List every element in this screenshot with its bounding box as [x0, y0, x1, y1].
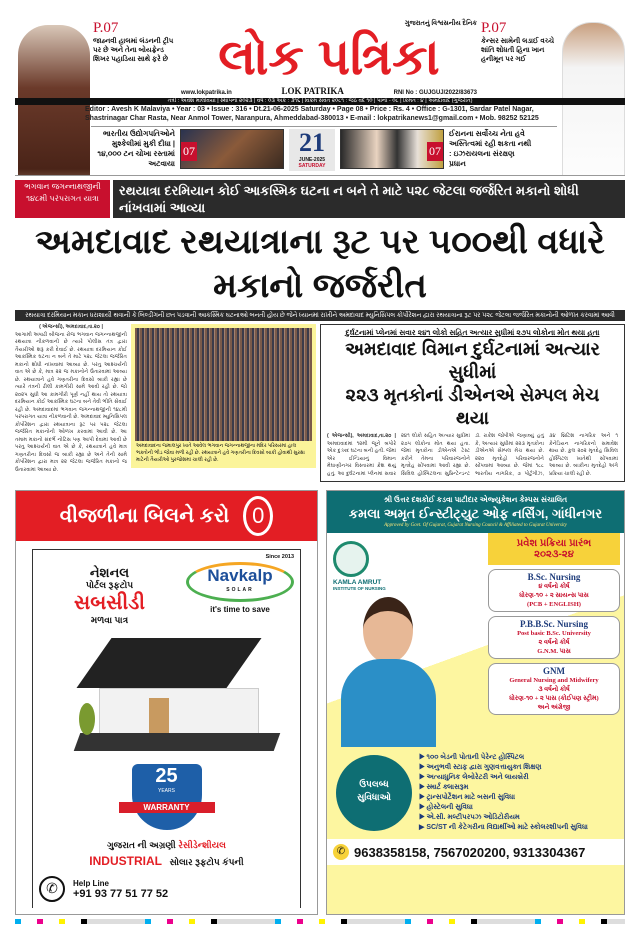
facility-item: ▶ હોસ્ટેલની સુવિધા: [419, 803, 618, 813]
solar-banner-text: વીજળીના બિલને કરો: [59, 504, 230, 527]
badge-line2: સુવિધાઓ: [357, 792, 391, 802]
tag1b: રેસીડેન્શીયલ: [178, 840, 226, 850]
facility-item: ▶ SC/ST ની કેટેગરીના વિદ્યાર્થીઓ માટે સ્કોલરશીપની સુવિધા: [419, 823, 618, 833]
nursing-right: [488, 533, 620, 747]
brand-name: Navkalp: [207, 566, 273, 585]
news-row: [15, 324, 625, 482]
course-card[interactable]: [488, 616, 620, 659]
tag2b: સોલાર રૂફટોપ કંપની: [169, 857, 244, 867]
admission-year: ૨૦૨૩-૨૪: [534, 549, 574, 560]
date-day: 21: [299, 128, 325, 157]
nursing-phones[interactable]: 9638358158, 7567020200, 9313304367: [354, 844, 586, 860]
course-line: General Nursing and Midwifery: [509, 677, 599, 684]
phone-strip: [327, 839, 624, 865]
admission-banner: [488, 533, 620, 565]
teaser-left-image[interactable]: [180, 129, 284, 169]
solar-ad[interactable]: [15, 490, 318, 915]
plane-headline-1[interactable]: અમદાવાદ વિમાન દુર્ઘટનામાં અત્યાર સુધીમાં: [345, 339, 600, 382]
warranty-badge: [119, 764, 215, 836]
english-name: LOK PATRIKA: [281, 86, 344, 96]
nursing-left: [333, 533, 484, 747]
rathyatra-crowd-photo[interactable]: [135, 328, 312, 441]
editor-info: [15, 105, 625, 123]
solar-house-image: [39, 633, 294, 758]
facilities-badge: [339, 758, 409, 828]
ads-row: [15, 490, 625, 915]
color-registration-bar: [15, 919, 625, 924]
course-title: GNM: [543, 666, 565, 676]
course-line: ધોરણ-૧૦ + ૨ સાયન્સ પાસ: [519, 592, 589, 599]
photo-caption: અમદાવાદના જમાલપુર ખાતે આવેલ ભગવાન જગન્નાથજીના મંદિર પરિસરમાં હાલ ભક્તોની ભીડ જોવા મળી રહી છે. રથયાત્રાને હવે ગણતરીના દિવસો બાકી હોવાથી સુરક્ષા માટેની તૈયારીઓ પુરજોશમાં ચાલી રહી છે.: [136, 443, 305, 463]
warranty-number: 25: [155, 765, 178, 787]
solar-frame: [32, 549, 301, 908]
lead-deck: રથયાત્રા દરમિયાન મકાન ધરાશાયી થવાની કે બિલ્ડીંગની છત પડવાની આકસ્મિક ઘટનાઓ બનતી હોય છે જેને ધ્યાનમાં રાખીને અમદાવાદ મ્યુનિસિપલ કોર્પોરેશન દ્વારા રથયાત્રાના રૂટ પર ૫૨૮ જેટલા જર્જરિત મકાનોની ઓળખ કરવામાં આવી: [15, 310, 625, 321]
helpline-label: Help Line: [73, 878, 110, 888]
course-line: ૪ વર્ષનો કોર્ષ: [538, 583, 570, 590]
nursing-header: [327, 491, 624, 533]
plane-story: [320, 324, 625, 482]
solar-banner: [16, 491, 317, 541]
promo-left[interactable]: [93, 20, 177, 64]
teaser-left-page: 07: [181, 142, 197, 161]
course-line: Post basic B.Sc. University: [517, 630, 591, 637]
since-label: Since 2013: [265, 554, 294, 560]
date-box: [289, 129, 335, 171]
logo-name: KAMLA AMRUT: [333, 579, 382, 586]
slogan: it's time to save: [210, 605, 270, 614]
lead-kicker-row: [15, 180, 625, 218]
tag2a: INDUSTRIAL: [89, 854, 162, 868]
lead-label-line1: ભગવાન જગન્નાથજીની: [24, 182, 101, 191]
editor-line-1: Editor : Avesh K Malaviya • Year : 03 • Issue : 316 • Dt.21-06-2025 Saturday • Page 08 • Price : Rs. 4 • Office : G-1301, Sardar Patel Nagar,: [85, 106, 534, 113]
nursing-title: કમલા અમૃત ઈન્સ્ટીટ્યુટ ઓફ નર્સિંગ, ગાંધીનગર: [348, 506, 603, 521]
warranty-shield-icon: [132, 764, 202, 830]
masthead-logo[interactable]: લોક પત્રિકા: [218, 29, 440, 85]
facility-item: ▶ અનુભવી સ્ટાફ દ્વારા ગુણવત્તાયુક્ત શિક્ષણ: [419, 763, 618, 773]
editor-line-2: Shastrinagar Char Rasta, Near Anmol Tower, Naranpura, Ahmeddabad-380013 • E-mail : lokpatrikanews1@gmail.com • Mob. 98252 52125: [85, 115, 539, 122]
course-title: B.Sc. Nursing: [527, 572, 581, 582]
badge-line1: ઉપલબ્ધ: [359, 779, 389, 789]
plane-body: [327, 433, 618, 478]
lead-headline[interactable]: અમદાવાદ રથયાત્રાના રૂટ પર ૫૦૦થી વધારે મકાનો જર્જરીત: [35, 223, 605, 305]
website[interactable]: www.lokpatrika.in: [181, 90, 232, 96]
promo-left-page[interactable]: P.07: [93, 20, 119, 36]
nursing-approved: Approved by Govt. Of Gujarat, Gujarat Nursing Council & Affiliated to Gujarat University: [384, 523, 567, 528]
subsidy-line1: નેશનલ: [89, 565, 130, 580]
plane-dateline: ( એજન્સી), અમદાવાદ,તા.૨૦ |: [327, 433, 396, 439]
course-line: ધોરણ-૧૦ + ૨ પાસ (કોઈપણ સ્ટ્રીમ): [509, 695, 599, 702]
course-line: ૩ વર્ષનો કોર્ષ: [538, 686, 570, 693]
course-title: P.B.B.Sc. Nursing: [520, 619, 588, 629]
nursing-top: શ્રી ઉત્તર દશકોઈ કડવા પાટીદાર એજ્યુકેશન કેમ્પસ સંચાલિત: [383, 495, 568, 504]
phone-icon: ✆: [39, 876, 65, 902]
course-line: અને અંગ્રેજી: [537, 704, 571, 711]
course-line: ૨ વર્ષનો કોર્ષ: [538, 639, 570, 646]
plane-headline-2[interactable]: ૨૨૩ મૃતકોનાં ડીએનએ સેમ્પલ મેચ થયા: [345, 385, 600, 428]
course-list: [488, 569, 620, 715]
masthead-meta: [181, 86, 477, 96]
guj-info-strip: તંત્રી : અવેશ માલવિયા | સ્થાપના ૨૦૨૩ | વર્ષ : ૦૩ અંક : ૩૧૬ | વિક્રમ સંવત ૨૦૮૧ : જેઠ વદ ૧૦ | પાના - ૦૮ | કિંમત : ૪ | અમદાવાદ (ગુજરાત): [15, 98, 625, 105]
helpline-text: [73, 879, 168, 900]
phone-icon: ✆: [333, 844, 349, 860]
facility-item: ▶ એ.સી. મલ્ટીપરપઝ ઓડિટોરીયમ: [419, 813, 618, 823]
facility-item: ▶ અત્યાધુનિક લેબોરેટરી અને લાયબ્રેરી: [419, 773, 618, 783]
promo-left-text[interactable]: જાહ્નવી હાલમાં લંડનની ટ્રીપ પર છે અને તેના બોયફ્રેન્ડ શિખર પહાડિયા સાથે ફરે છે: [93, 38, 174, 63]
solar-tag2: [39, 854, 294, 868]
helpline-number[interactable]: +91 93 77 51 77 52: [73, 887, 169, 900]
masthead-row: [93, 20, 555, 96]
teaser-left-text[interactable]: ભારતીય ઉદ્યોગપતિઓને મુશ્કેલીમાં મુકી દીધા | ૧૪,૦૦૦ ટન ચોખા રસ્તામાં અટવાયા: [97, 129, 175, 168]
promo-right-page[interactable]: P.07: [481, 20, 507, 36]
warranty-years: YEARS: [158, 788, 175, 794]
facilities-list: [419, 753, 618, 833]
course-card[interactable]: [488, 663, 620, 715]
brand-sub: SOLAR: [226, 587, 254, 593]
teaser-right-image[interactable]: [340, 129, 444, 169]
date-weekday: SATURDAY: [298, 163, 326, 169]
kamla-amrut-logo: [333, 541, 369, 577]
teaser-right-text[interactable]: ઈરાનના સર્વોચ્ચ નેતા હવે અસ્તિત્વમાં રહી શકતા નથી : ઇઝરાયલના સંરક્ષણ પ્રધાન: [449, 129, 532, 168]
solar-top-row: [39, 554, 294, 627]
lead-photo-box: [131, 324, 316, 468]
lead-dateline: ( એજન્સી), અમદાવાદ,તા.૨૦ |: [39, 324, 103, 330]
facilities-row: [327, 747, 624, 839]
logo-sub: INSTITUTE OF NURSING: [333, 586, 386, 591]
logo-text: [333, 579, 484, 591]
lead-story: [15, 175, 625, 482]
lead-body: [15, 324, 127, 474]
navkalp-logo: [186, 562, 294, 602]
course-card[interactable]: [488, 569, 620, 612]
lead-body-text: આગામી અષાઢી બીજના રોજ ભગવાન જગન્નાથજીની રથયાત્રા નીકળવાની છે ત્યારે પોલીસ તંત્ર દ્વારા તૈયારીઓ શરૂ કરી દેવાઈ છે. રથયાત્રા દરમિયાન કોઈ આકસ્મિક ઘટના ન બને તે માટે ૫૨૮ જેટલા જર્જરિત મકાનો શોધી નાંખવામાં આવ્યા છે. પરંતુ આશ્ચર્યની વાત એ છે કે, માત્ર ૨૨ જ મકાનોને ઉતારવામાં આવ્યા છે. રથયાત્રાને હવે ગણતરીના દિવસો બાકી રહ્યા છે ત્યારે તંત્રની ઢીલી કામગીરી સામે આવી રહી છે. જો ૨૦૨૫ સુધી આ કામગીરી પૂર્ણ નહીં થાય તો રથયાત્રા દરમિયાન કોઈ આકસ્મિક ઘટના બને તેવી ભીતિ સેવાઈ રહી છે. અમદાવાદમાં ભગવાન જગન્નાથજીની ૧૪૮મી પરંપરાગત યાત્રા નીકળવાની છે. અમદાવાદ મ્યુનિસિપલ કોર્પોરેશન દ્વારા રથયાત્રાના રૂટ પર ૫૨૮ જેટલા જર્જરિત મકાનોની ઓળખ કરવામાં આવી છે. આ તમામ મકાનો સંદર્ભે નોટિસ પણ આપી દેવામાં આવી છે પરંતુ આશ્ચર્યની વાત એ છે કે, રથયાત્રાને હવે માત્ર ગણતરીના દિવસો જ બાકી રહ્યા છે અને તેની સામે કોર્પોરેશન દ્વારા માત્ર ૨૨ જેટલા જર્જરિત મકાનો જ ઉતારવામાં આવ્યા છે.: [15, 331, 127, 473]
tag1a: ગુજરાત ની અગ્રણી: [107, 840, 176, 850]
nursing-main: [327, 533, 624, 747]
plane-body-text: અમદાવાદમાં ૧૨મી જૂને બપોરે એક દુઃખદ ઘટના બની હતી. જેમાં એર ઈન્ડિયાનું વિમાન મેઘાણીનગર વિસ્તારમાં ક્રેશ થયું હતું. આ દુર્ઘટનામાં પ્લેનમાં સવાર ૨૪૧ લોકો સહિત અત્યાર સુધીમાં ૨૭૫ લોકોના મોત થયા હતા. જેમાં મૃતકોના ડીએનએ ટેસ્ટ કરીને તેમના પરિવારજનોને મૃતદેહ સોંપવામાં આવી રહ્યા છે. સિવિલ હોસ્પિટલના સુપ્રિન્ટેન્ડન્ટ ડૉ. રાકેશ જોષીએ જણાવ્યું હતું કે, અત્યાર સુધીમાં ૨૨૩ મૃતકોના ડીએનએ સેમ્પલ મેચ થયા છે. ૨૨૦ મૃતદેહો પરિવારજનોને સોંપવામાં આવ્યા છે. જેમાં ૧૮૮ ભારતીય નાગરિક, ૭ પોર્ટુગીઝ, ૩૪ બ્રિટિશ નાગરિક અને ૧ કેનેડિયન નાગરિકનો સમાવેશ થાય છે. કુલ ૨૦૨ મૃતદેહ સિવિલ હોસ્પિટલ ખાતેથી સોંપવામાં આવ્યા છે. બાકીના મૃતદેહો અંગે પ્રક્રિયા ચાલી રહી છે.: [327, 433, 618, 477]
date-month-year: JUNE-2025: [298, 157, 326, 163]
lead-label-line2: ૧૪૮મી પરંપરાગત યાત્રા: [26, 194, 99, 203]
zero-circle-icon: 0: [243, 496, 273, 536]
facility-item: ▶ ૧૦૦ બેડની પોતાની પેરેન્ટ હોસ્પિટલ: [419, 753, 618, 763]
nurse-photo: [333, 597, 484, 747]
subsidy-text: [39, 554, 180, 627]
warranty-ribbon: WARRANTY: [119, 802, 215, 813]
tagline: ગુજરાતનું વિશ્વસનીય દૈનિક: [404, 20, 477, 27]
solar-tag1: [39, 840, 294, 851]
teaser-right-page: 07: [427, 142, 443, 161]
promo-right[interactable]: [481, 20, 555, 64]
subsidy-line3: સબસીડી: [74, 592, 145, 614]
course-line: (PCB + ENGLISH): [527, 601, 581, 608]
promo-right-text[interactable]: કેન્સર સામેની લડાઈ વચ્ચે શાંતિ શોધતી હિના ખાન હનીમૂન પર ગઈ: [481, 38, 555, 63]
teaser-row: [91, 126, 557, 171]
lead-label: [15, 180, 110, 218]
nursing-ad[interactable]: [326, 490, 625, 915]
lead-kicker[interactable]: રથયાત્રા દરમિયાન કોઈ આકસ્મિક ઘટના ન બને તે માટે ૫૨૮ જેટલા જર્જરિત મકાનો શોધી નાંખવામાં આવ્યા: [113, 180, 625, 218]
rni-number: RNI No : GUJGUJ/2022/83673: [393, 90, 477, 96]
masthead-center: [181, 20, 477, 96]
navkalp-block: [186, 554, 294, 614]
plane-kicker[interactable]: દુર્ઘટનામાં પ્લેનમાં સવાર ૨૪૧ લોકો સહિત અત્યાર સુધીમાં ૨૭૫ લોકોના મોત થયા હતા: [345, 328, 600, 337]
admission-text: પ્રવેશ પ્રક્રિયા પ્રારંભ: [516, 538, 592, 549]
subsidy-line2: પોર્ટલ રૂફટોપ: [85, 580, 134, 590]
facility-item: ▶ સ્માર્ટ ક્લાસરૂમ: [419, 783, 618, 793]
course-line: G.N.M. પાસ: [537, 648, 571, 655]
subsidy-line4: મળવા પાત્ર: [90, 615, 129, 625]
masthead: [15, 0, 625, 171]
facility-item: ▶ ટ્રાન્સપોર્ટેશન માટે બસની સુવિધા: [419, 793, 618, 803]
